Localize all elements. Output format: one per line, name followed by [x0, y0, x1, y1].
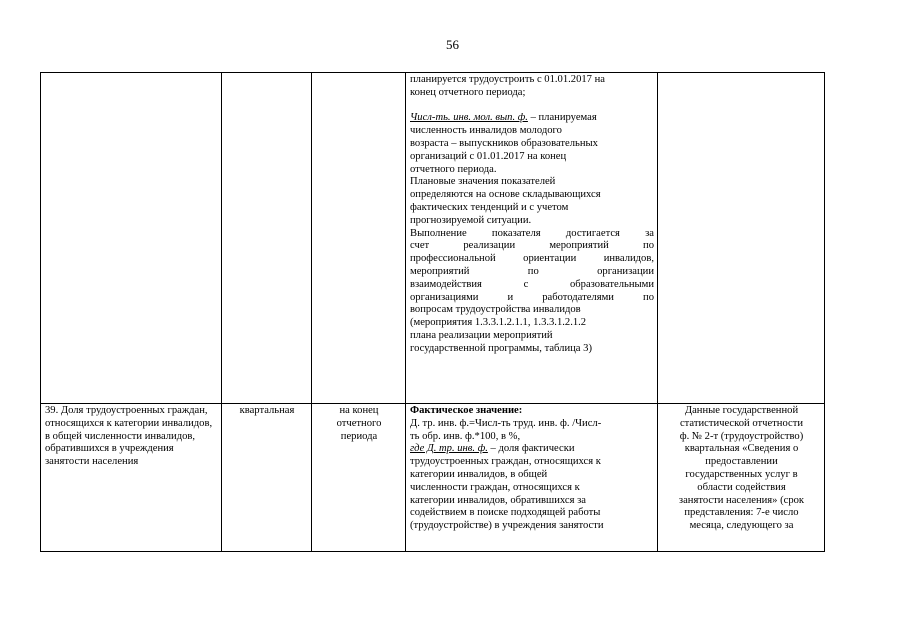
method-line: трудоустроенных граждан, относящихся к	[410, 456, 601, 468]
method-line: мероприятий по организации	[410, 265, 654, 277]
term-young-graduates: Числ-ть. инв. мол. вып. ф.	[410, 112, 528, 124]
formula-line: Д. тр. инв. ф.=Числ-ть труд. инв. ф. /Числ-	[410, 417, 602, 429]
method-line: плана реализации мероприятий	[410, 329, 553, 341]
cell-source-empty	[658, 73, 825, 404]
source-line: квартальная «Сведения о	[684, 443, 799, 455]
method-line: Выполнение показателя достигается за	[410, 227, 654, 239]
moment-line: периода	[340, 430, 378, 442]
cell-method-continued	[406, 73, 658, 404]
method-line: прогнозируемой ситуации.	[410, 214, 532, 226]
cell-indicator-empty	[41, 73, 222, 404]
source-line: статистической отчетности	[679, 417, 804, 429]
term-definition	[410, 112, 654, 125]
method-line: вопросам трудоустройства инвалидов	[410, 304, 581, 316]
method-line: категории инвалидов, обратившихся за	[410, 494, 586, 506]
method-line: организаций с 01.01.2017 на конец	[410, 150, 567, 162]
method-line: отчетного периода.	[410, 163, 497, 175]
source-line: предоставлении	[705, 456, 778, 468]
method-line: численность инвалидов молодого	[410, 125, 562, 137]
cell-periodicity-empty	[222, 73, 312, 404]
method-line: профессиональной ориентации инвалидов,	[410, 253, 654, 265]
source-line: ф. № 2-т (трудоустройство)	[679, 430, 804, 442]
indicators-table	[40, 72, 825, 552]
method-line: государственной программы, таблица 3)	[410, 342, 592, 354]
method-line: содействием в поиске подходящей работы	[410, 507, 601, 519]
fact-heading: Фактическое значение:	[410, 405, 523, 416]
method-line: категории инвалидов, в общей	[410, 468, 548, 480]
method-line: конец отчетного периода;	[410, 86, 526, 98]
source-line: государственных услуг в	[685, 468, 798, 480]
source-line: Данные государственной	[684, 405, 799, 416]
source-line: занятости населения» (срок	[678, 494, 805, 506]
method-line: организациями и работодателями по	[410, 291, 654, 303]
cell-moment	[312, 404, 406, 552]
moment-line: на конец	[339, 405, 379, 416]
method-line: возраста – выпускников образовательных	[410, 137, 598, 149]
source-line: области содействия	[697, 481, 786, 493]
cell-method	[406, 404, 658, 552]
method-line: планируется трудоустроить с 01.01.2017 на	[410, 74, 605, 85]
method-line: счет реализации мероприятий по	[410, 240, 654, 252]
method-line: взаимодействия с образовательными	[410, 278, 654, 290]
method-line: (мероприятия 1.3.3.1.2.1.1, 1.3.3.1.2.1.2	[410, 317, 587, 329]
where-definition-text: – доля фактически	[487, 443, 575, 455]
term-share-employed: где Д. тр. инв. ф.	[410, 443, 488, 455]
cell-moment-empty	[312, 73, 406, 404]
source-line: представления: 7-е число	[684, 507, 799, 519]
formula-line: ть обр. инв. ф.*100, в %,	[410, 430, 521, 442]
method-line: фактических тенденций и с учетом	[410, 201, 569, 213]
page-number: 56	[446, 37, 459, 52]
source-line: месяца, следующего за	[689, 520, 794, 532]
cell-periodicity: квартальная	[222, 404, 312, 552]
table-row-39	[41, 404, 825, 552]
method-line: Плановые значения показателей	[410, 176, 556, 188]
method-line: (трудоустройстве) в учреждения занятости	[410, 520, 604, 532]
method-line: определяются на основе складывающихся	[410, 189, 601, 201]
table-row-continued	[41, 73, 825, 404]
term-definition-text: – планируемая	[527, 112, 597, 124]
cell-indicator: 39. Доля трудоустроенных граждан, относящихся к категории инвалидов, в общей численности инвалидов, обратившихся в учреждения занятости населения	[41, 404, 222, 552]
moment-line: отчетного	[336, 417, 382, 429]
cell-source	[658, 404, 825, 552]
where-definition	[410, 443, 654, 456]
method-line: численности граждан, относящихся к	[410, 481, 580, 493]
